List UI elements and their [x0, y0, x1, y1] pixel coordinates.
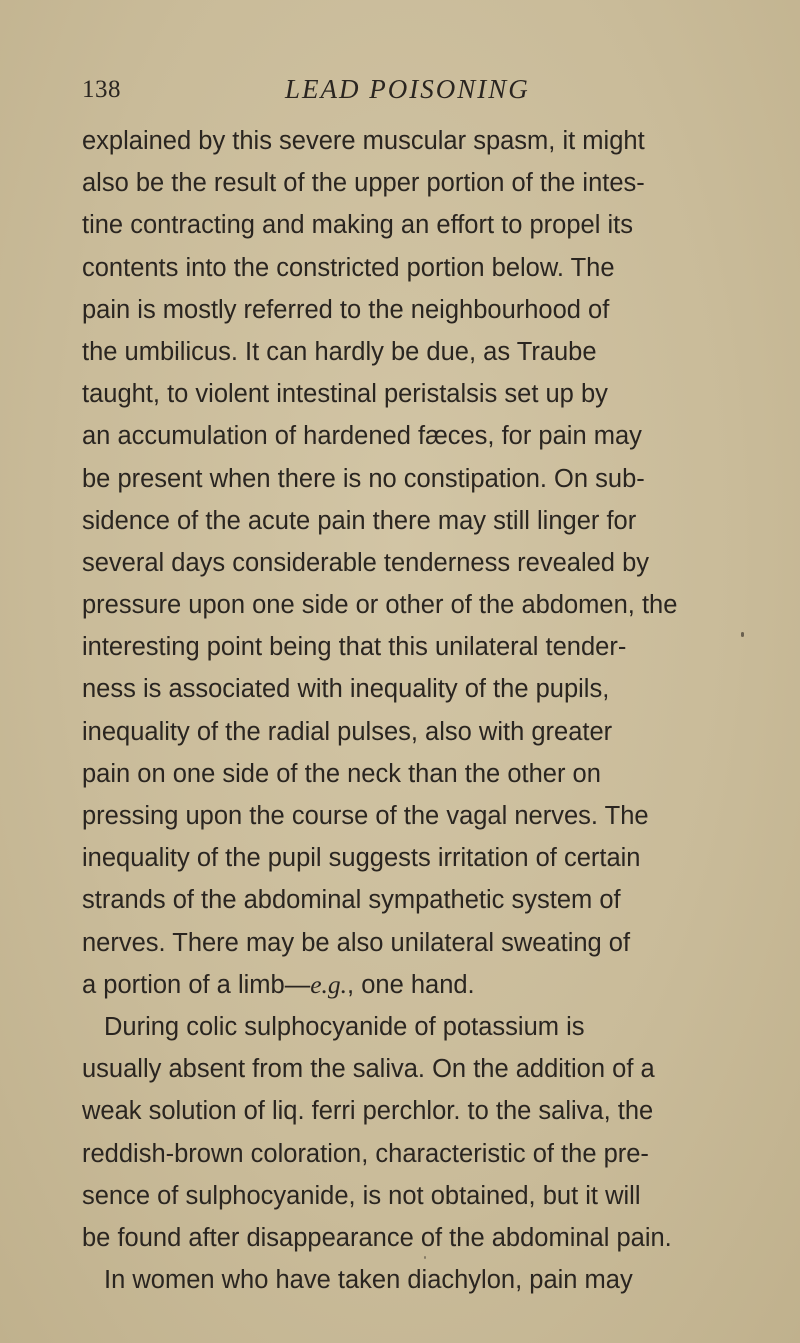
text-line-eg [82, 964, 782, 1006]
text-line: usually absent from the saliva. On the addition of a [82, 1055, 655, 1084]
text-line: nerves. There may be also unilateral sweating of [82, 928, 631, 957]
text-line: sence of sulphocyanide, is not obtained, but it will [82, 1181, 641, 1210]
text-line: be present when there is no constipation. On sub- [82, 464, 645, 493]
text-line: pressure upon one side or other of the abdomen, the [82, 591, 678, 620]
text-fragment: , one hand. [347, 970, 475, 999]
text-line: several days considerable tenderness revealed by [82, 548, 650, 577]
text-line: pain on one side of the neck than the other on [82, 759, 601, 788]
italic-abbreviation: e.g. [310, 969, 348, 999]
text-line: strands of the abdominal sympathetic system of [82, 886, 621, 915]
text-line: be found after disappearance of the abdominal pain. [82, 1223, 672, 1252]
text-line: inequality of the radial pulses, also with greater [82, 717, 613, 746]
text-line: weak solution of liq. ferri perchlor. to the saliva, the [82, 1097, 654, 1126]
paragraph-start: During colic sulphocyanide of potassium is [104, 1012, 585, 1041]
text-line: reddish-brown coloration, characteristic of the pre- [82, 1139, 649, 1168]
body-text [82, 120, 782, 1301]
text-line: pressing upon the course of the vagal nerves. The [82, 802, 649, 830]
text-line: an accumulation of hardened fæces, for pain may [82, 422, 642, 451]
text-line: tine contracting and making an effort to propel its [82, 211, 633, 240]
text-fragment: a portion of a limb— [82, 970, 311, 999]
text-line: also be the result of the upper portion of the intes- [82, 169, 645, 198]
paper-speck [424, 1256, 426, 1259]
paper-speck [741, 632, 744, 637]
text-line: inequality of the pupil suggests irritation of certain [82, 844, 641, 873]
paragraph-start: In women who have taken diachylon, pain may [104, 1266, 633, 1295]
running-title: LEAD POISONING [285, 74, 530, 104]
page-number: 138 [82, 76, 121, 103]
text-line: pain is mostly referred to the neighbourhood of [82, 295, 610, 324]
text-line: taught, to violent intestinal peristalsis set up by [82, 380, 608, 409]
page-header [60, 72, 760, 112]
text-line: explained by this severe muscular spasm, it might [82, 127, 645, 155]
text-line: the umbilicus. It can hardly be due, as Traube [82, 337, 597, 366]
text-line: contents into the constricted portion below. The [82, 253, 615, 282]
text-line: ness is associated with inequality of the pupils, [82, 675, 610, 704]
text-line: sidence of the acute pain there may still linger for [82, 506, 637, 535]
text-line: interesting point being that this unilateral tender- [82, 633, 627, 662]
